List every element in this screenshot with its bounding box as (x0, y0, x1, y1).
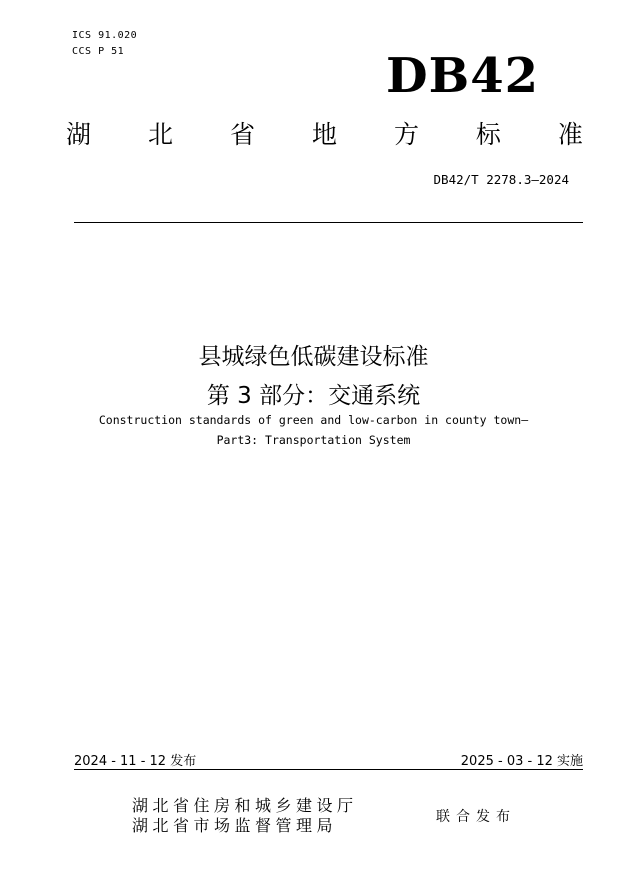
top-divider (74, 222, 583, 223)
heading-char: 北 (147, 120, 173, 149)
joint-issue-label: 联合发布 (436, 809, 516, 825)
ics-code: ICS 91.020 (72, 30, 138, 41)
document-number: DB42/T 2278.3—2024 (433, 172, 569, 187)
heading-char: 准 (557, 120, 583, 149)
standard-code: DB42 (386, 48, 539, 104)
heading-char: 省 (229, 120, 255, 149)
province-standard-heading (66, 120, 583, 150)
title-cn-line2: 第 3 部分：交通系统 (206, 383, 421, 409)
heading-char: 标 (475, 120, 501, 149)
ccs-code: CCS P 51 (72, 46, 125, 57)
heading-char: 地 (311, 120, 337, 149)
bottom-divider (74, 769, 583, 770)
publish-date: 2024 - 11 - 12 发布 (74, 754, 197, 769)
title-en-line1: Construction standards of green and low-carbon in county town— (98, 413, 529, 427)
implement-date: 2025 - 03 - 12 实施 (460, 754, 583, 769)
issuer-line1: 湖北省住房和城乡建设厅 (132, 796, 358, 815)
heading-char: 方 (393, 120, 419, 149)
heading-char: 湖 (66, 120, 92, 149)
title-en-line2: Part3: Transportation System (216, 433, 411, 447)
title-cn-line1: 县城绿色低碳建设标准 (198, 344, 429, 370)
issuer-line2: 湖北省市场监督管理局 (132, 816, 338, 835)
